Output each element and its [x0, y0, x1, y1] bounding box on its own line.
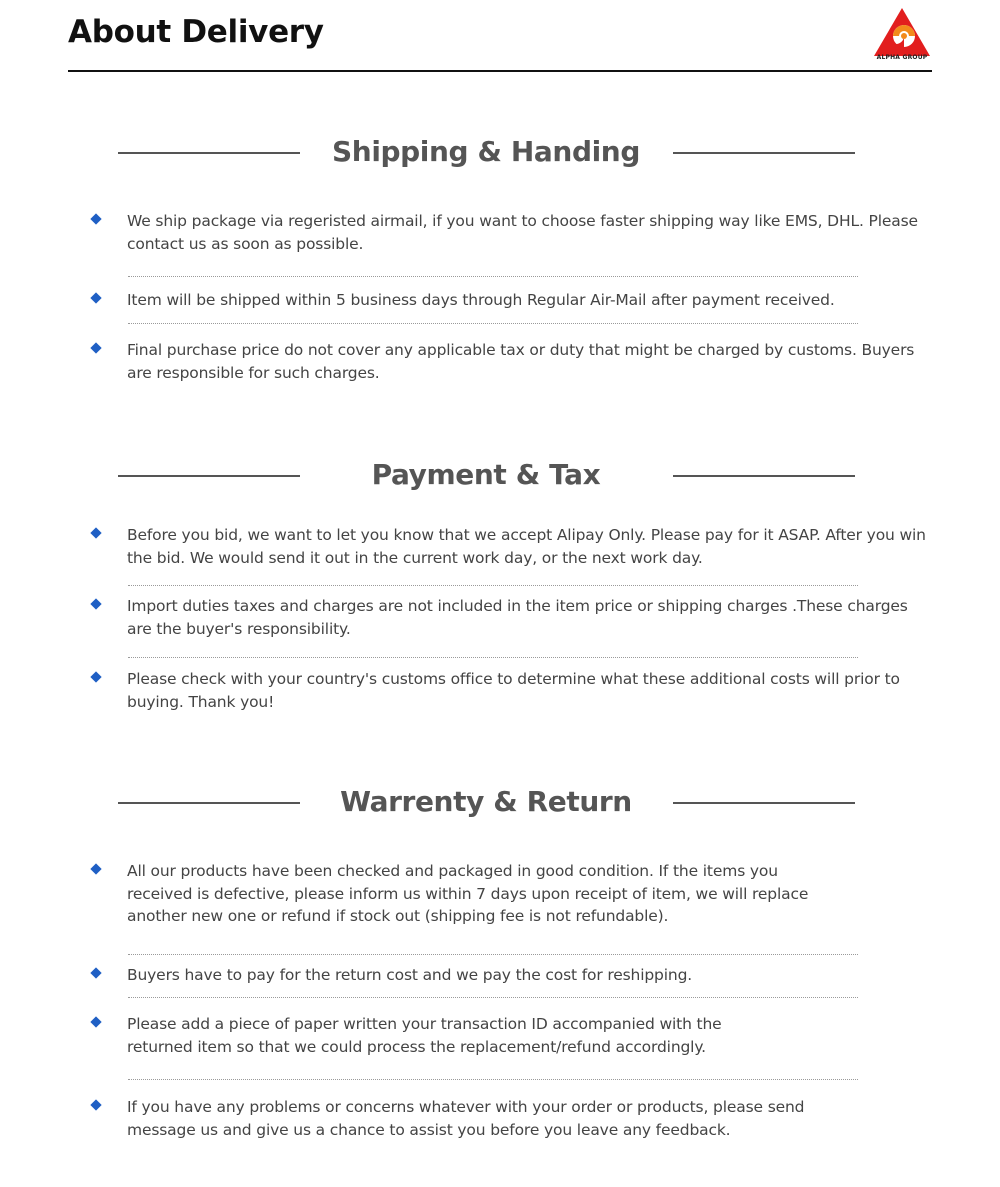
section-header-payment	[0, 455, 1000, 495]
divider-line	[118, 802, 300, 804]
diamond-bullet-icon	[90, 342, 101, 353]
divider-line	[118, 475, 300, 477]
item-text: Please check with your country's customs office to determine what these additional costs will prior to buying. Thank you!	[127, 670, 900, 711]
divider-line	[673, 152, 855, 154]
section-title: Warrenty & Return	[340, 785, 632, 818]
dotted-separator	[128, 657, 858, 658]
divider-line	[673, 802, 855, 804]
divider-line	[118, 152, 300, 154]
item-text: Item will be shipped within 5 business days through Regular Air-Mail after payment received.	[127, 291, 835, 309]
section-header-warranty	[0, 782, 1000, 822]
item-text: Buyers have to pay for the return cost and we pay the cost for reshipping.	[127, 966, 693, 984]
item-text: Before you bid, we want to let you know that we accept Alipay Only. Please pay for it ASAP. After you win the bid. We would send it out in the current work day, or the next work day.	[127, 526, 926, 567]
dotted-separator	[128, 1079, 858, 1080]
dotted-separator	[128, 276, 858, 277]
logo-text: ALPHA GROUP	[876, 54, 928, 61]
dotted-separator	[128, 997, 858, 998]
diamond-bullet-icon	[90, 863, 101, 874]
diamond-bullet-icon	[90, 1016, 101, 1027]
diamond-bullet-icon	[90, 292, 101, 303]
dotted-separator	[128, 585, 858, 586]
diamond-bullet-icon	[90, 213, 101, 224]
item-text: We ship package via regeristed airmail, if you want to choose faster shipping way like EMS, DHL. Please contact us as soon as possible.	[127, 212, 918, 253]
section-header-shipping	[0, 132, 1000, 172]
header-divider	[68, 70, 932, 72]
diamond-bullet-icon	[90, 1099, 101, 1110]
page-title: About Delivery	[68, 14, 324, 50]
section-title: Payment & Tax	[371, 458, 601, 491]
diamond-bullet-icon	[90, 671, 101, 682]
divider-line	[673, 475, 855, 477]
item-text: Final purchase price do not cover any applicable tax or duty that might be charged by customs. Buyers are responsible for such charges.	[127, 341, 915, 382]
diamond-bullet-icon	[90, 967, 101, 978]
dotted-separator	[128, 954, 858, 955]
section-title: Shipping & Handing	[332, 135, 640, 168]
item-text: Please add a piece of paper written your transaction ID accompanied with the returned item so that we could process the replacement/refund accordingly.	[127, 1015, 722, 1056]
item-text: If you have any problems or concerns whatever with your order or products, please send message us and give us a chance to assist you before you leave any feedback.	[127, 1098, 805, 1139]
dotted-separator	[128, 323, 858, 324]
item-text: Import duties taxes and charges are not included in the item price or shipping charges .These charges are the buyer's responsibility.	[127, 597, 908, 638]
diamond-bullet-icon	[90, 598, 101, 609]
diamond-bullet-icon	[90, 527, 101, 538]
item-text: All our products have been checked and packaged in good condition. If the items you received is defective, please inform us within 7 days upon receipt of item, we will replace another new one or refund if stock out (shipping fee is not refundable).	[127, 862, 809, 925]
